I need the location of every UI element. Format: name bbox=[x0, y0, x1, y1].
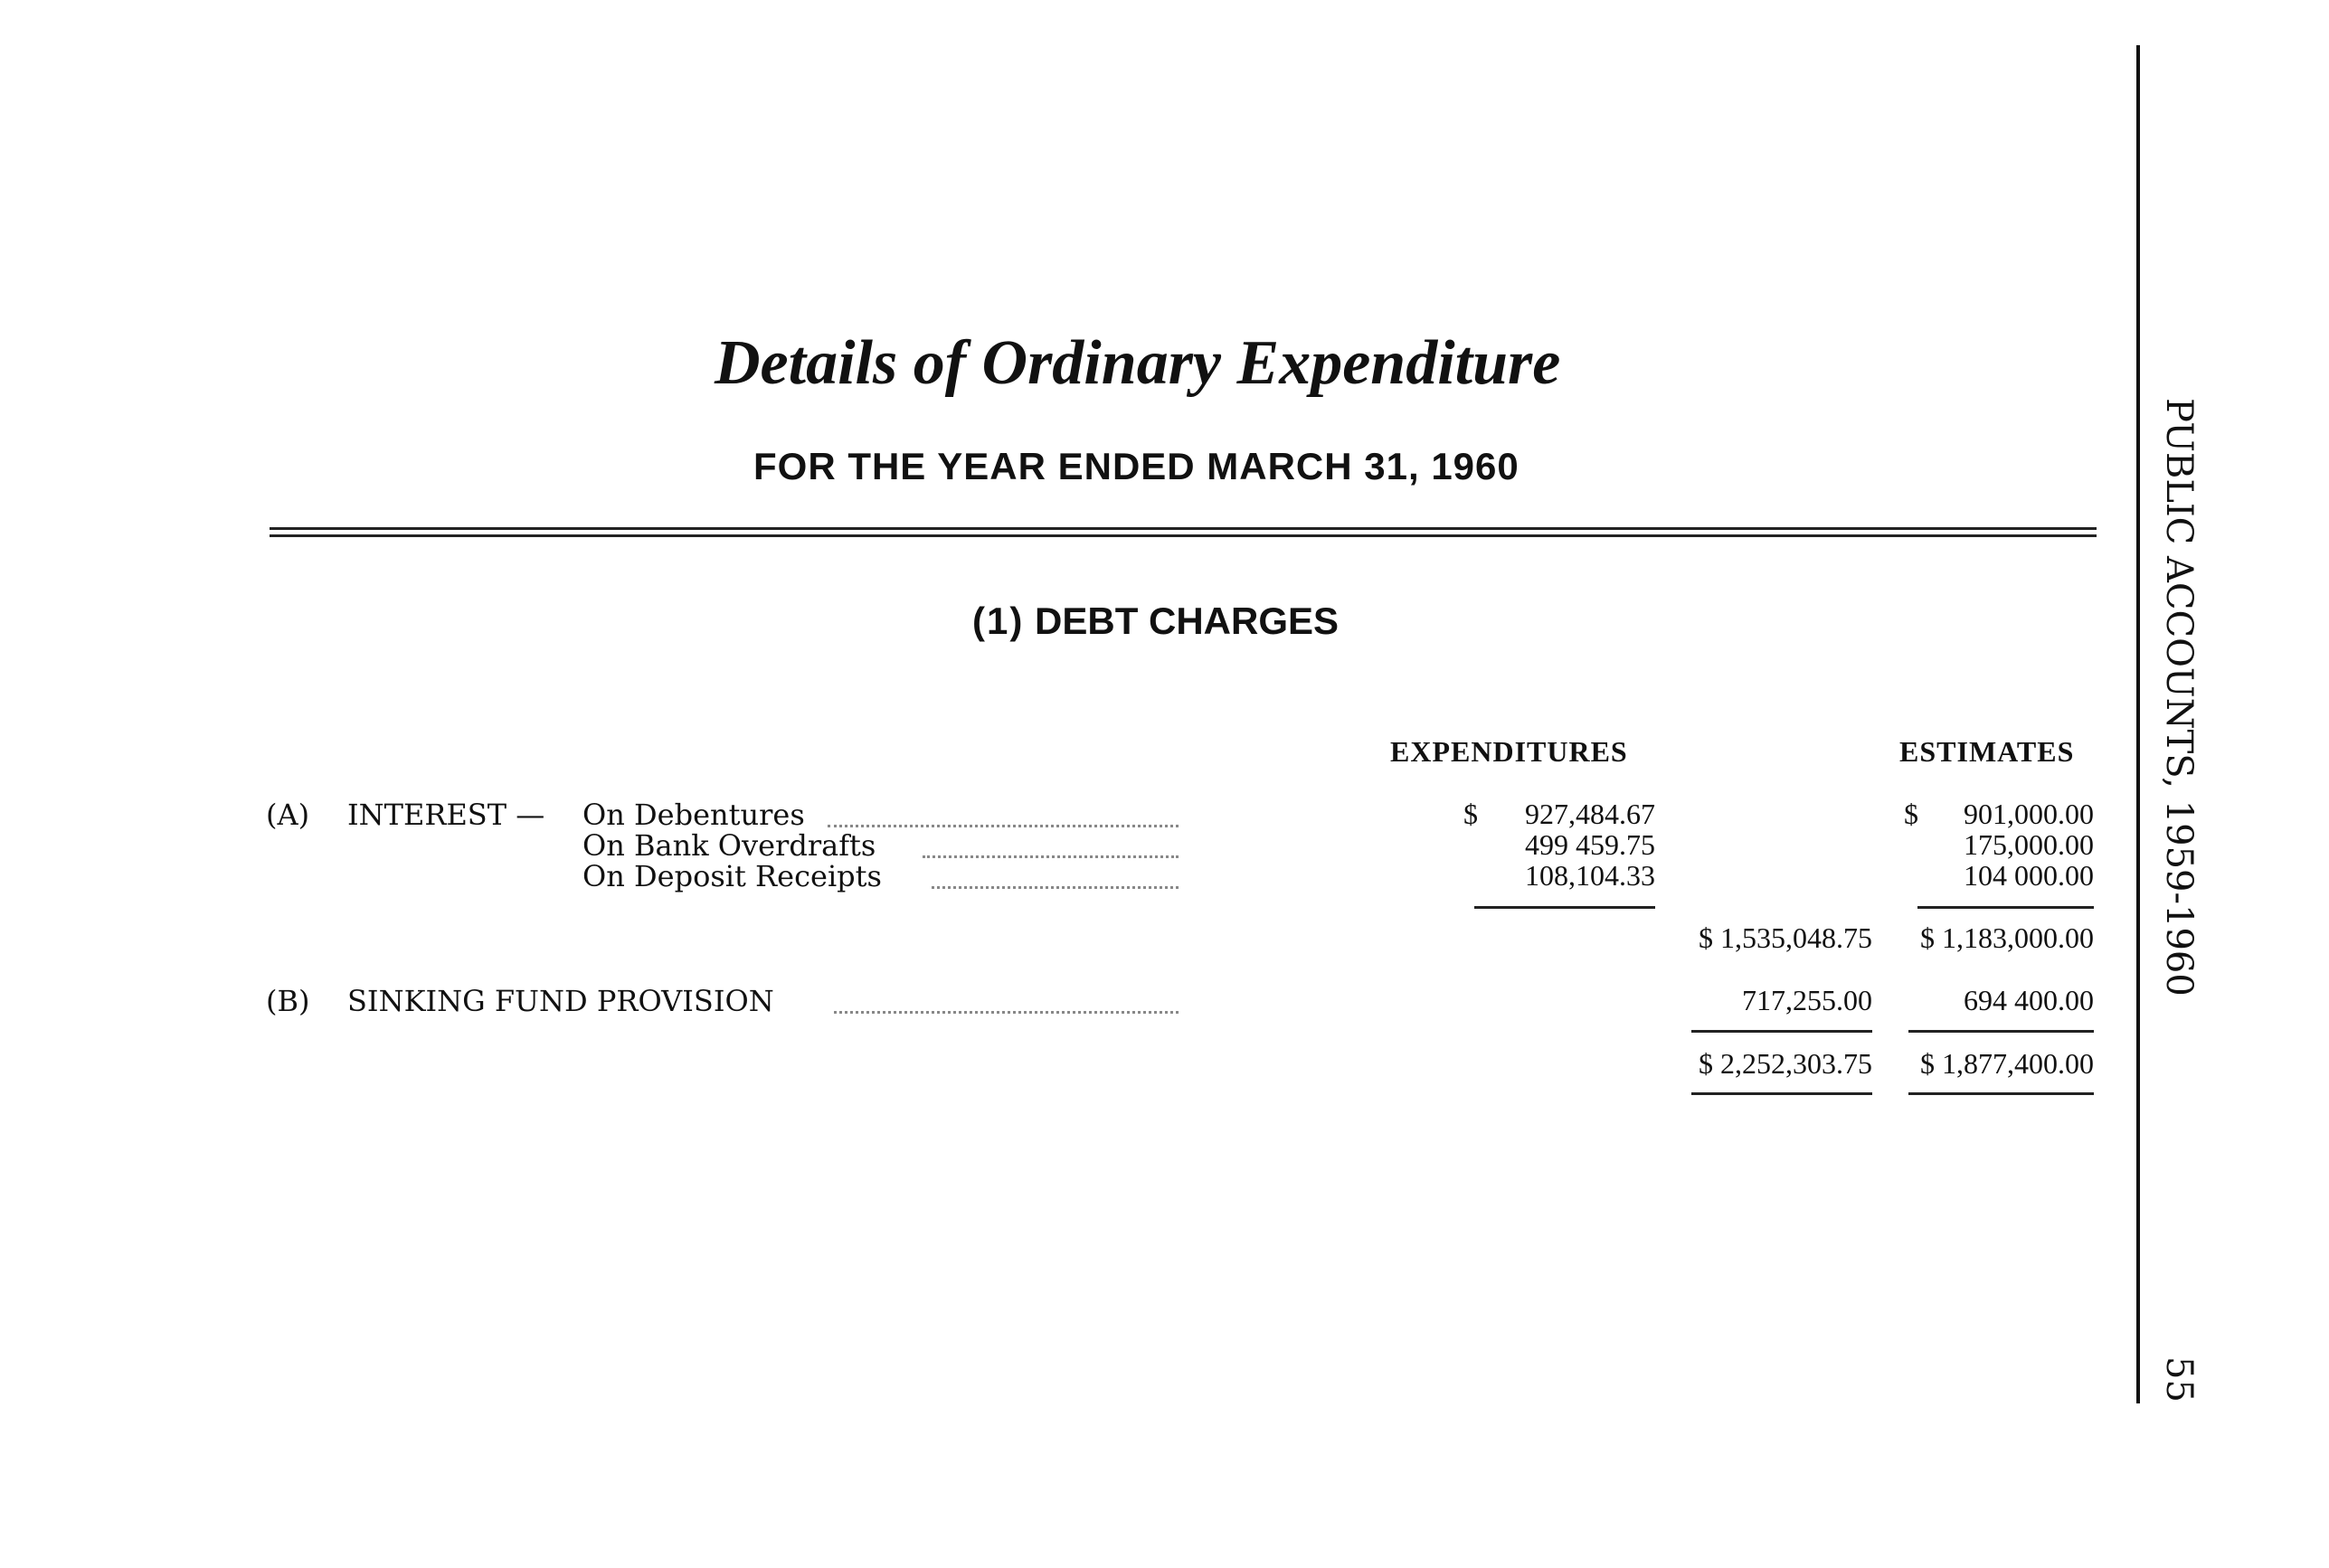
section-name: DEBT CHARGES bbox=[1035, 600, 1340, 642]
interest-subtotal-estimate: $ 1,183,000.00 bbox=[1920, 921, 2094, 954]
sinking-fund-estimate: 694 400.00 bbox=[1964, 984, 2094, 1016]
expenditures-column-header: EXPENDITURES bbox=[1390, 735, 1628, 768]
expenditure-value: 108,104.33 bbox=[1525, 859, 1655, 892]
page-number: 55 bbox=[2158, 1356, 2200, 1403]
total-expenditure: $ 2,252,303.75 bbox=[1699, 1047, 1872, 1080]
title-rule-top bbox=[270, 527, 2097, 530]
sinking-fund-marker: (B) bbox=[266, 984, 310, 1018]
leader-dots bbox=[834, 1011, 1179, 1014]
running-title: PUBLIC ACCOUNTS, 1959-1960 bbox=[2158, 398, 2200, 997]
sinking-fund-expenditure: 717,255.00 bbox=[1742, 984, 1872, 1016]
subtotal-rule bbox=[1474, 906, 1655, 909]
interest-item-label: On Deposit Receipts bbox=[582, 859, 882, 893]
side-rule bbox=[2136, 45, 2140, 1403]
estimate-value: 175,000.00 bbox=[1964, 828, 2094, 861]
expenditure-value: 499 459.75 bbox=[1525, 828, 1655, 861]
interest-label: INTEREST — bbox=[347, 798, 545, 832]
section-number: (1) bbox=[972, 600, 1025, 642]
leader-dots bbox=[828, 825, 1179, 827]
total-double-rule bbox=[1691, 1092, 1872, 1095]
total-rule bbox=[1691, 1030, 1872, 1033]
interest-subtotal-expenditure: $ 1,535,048.75 bbox=[1699, 921, 1872, 954]
estimate-value: 901,000.00 bbox=[1964, 798, 2094, 830]
section-title bbox=[972, 600, 1339, 643]
leader-dots bbox=[923, 855, 1179, 858]
expenditure-value: 927,484.67 bbox=[1525, 798, 1655, 830]
interest-item-label: On Bank Overdrafts bbox=[582, 828, 876, 863]
currency-symbol: $ bbox=[1904, 798, 1918, 830]
interest-marker: (A) bbox=[266, 798, 310, 832]
subtotal-rule bbox=[1917, 906, 2094, 909]
interest-item-label: On Debentures bbox=[582, 798, 805, 832]
sinking-fund-label: SINKING FUND PROVISION bbox=[347, 984, 774, 1018]
total-rule bbox=[1908, 1030, 2094, 1033]
total-double-rule bbox=[1908, 1092, 2094, 1095]
page-title: Details of Ordinary Expenditure bbox=[715, 328, 1561, 398]
page-subtitle: FOR THE YEAR ENDED MARCH 31, 1960 bbox=[753, 445, 1520, 487]
leader-dots bbox=[932, 886, 1179, 889]
estimate-value: 104 000.00 bbox=[1964, 859, 2094, 892]
currency-symbol: $ bbox=[1463, 798, 1478, 830]
estimates-column-header: ESTIMATES bbox=[1899, 735, 2075, 768]
total-estimate: $ 1,877,400.00 bbox=[1920, 1047, 2094, 1080]
title-rule-bottom bbox=[270, 534, 2097, 537]
